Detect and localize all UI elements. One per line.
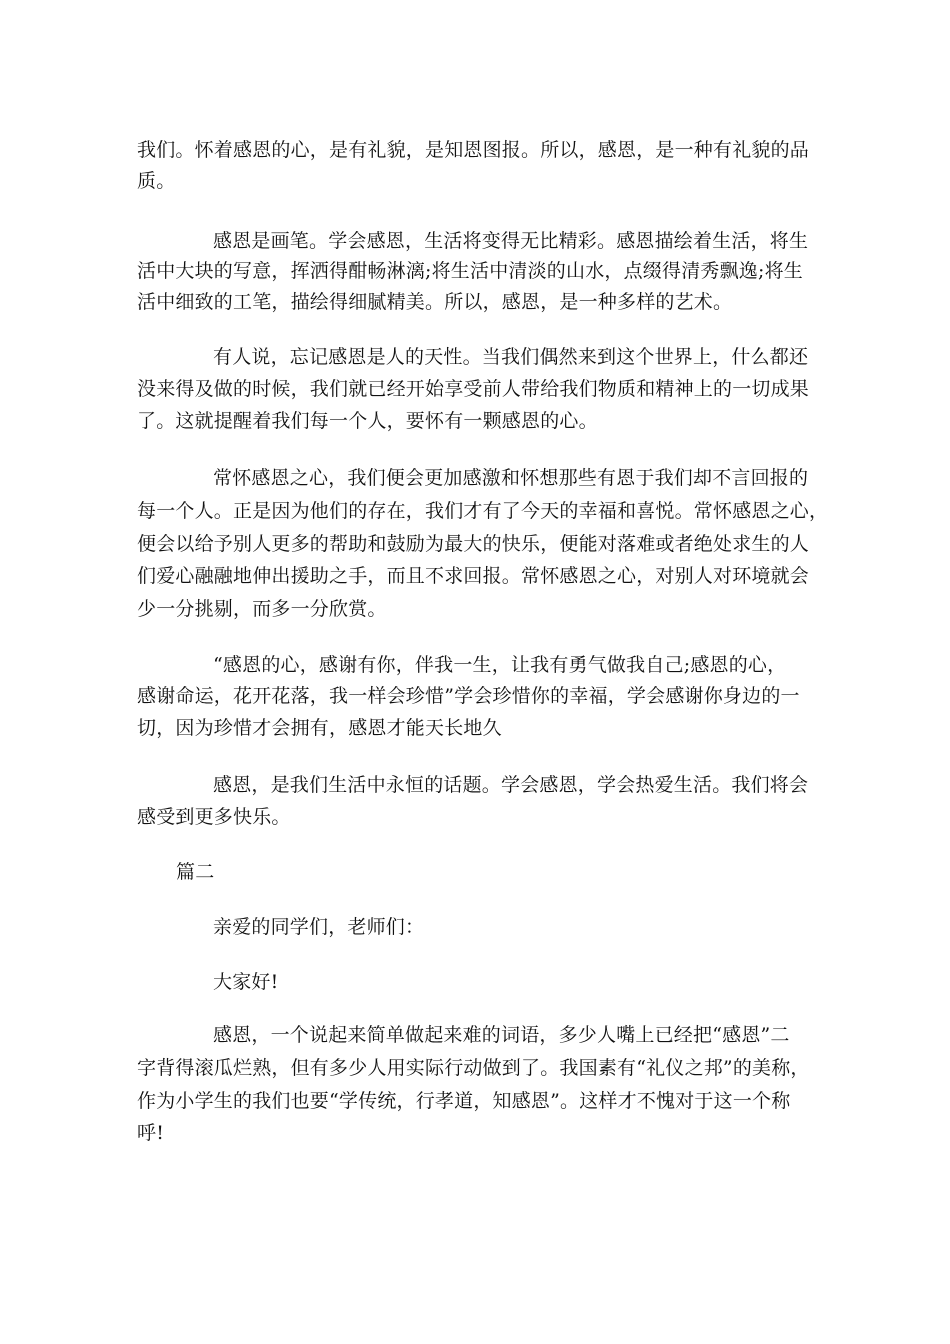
paragraph-line: 感恩是画笔。学会感恩，生活将变得无比精彩。感恩描绘着生活，将生 xyxy=(213,230,809,252)
paragraph-line: 感受到更多快乐。 xyxy=(137,806,291,828)
paragraph-line: 便会以给予别人更多的帮助和鼓励为最大的快乐，便能对落难或者绝处求生的人 xyxy=(137,533,810,555)
paragraph-line: 我们。怀着感恩的心，是有礼貌，是知恩图报。所以，感恩，是一种有礼貌的品 xyxy=(137,139,810,161)
paragraph-line: 作为小学生的我们也要“学传统，行孝道，知感恩”。这样才不愧对于这一个称 xyxy=(137,1090,791,1112)
paragraph-line: 感恩，是我们生活中永恒的话题。学会感恩，学会热爱生活。我们将会 xyxy=(213,774,809,796)
salutation: 亲爱的同学们，老师们： xyxy=(213,916,425,938)
paragraph-line: 活中大块的写意，挥洒得酣畅淋漓;将生活中清淡的山水，点缀得清秀飘逸;将生 xyxy=(137,260,804,282)
paragraph-line: 没来得及做的时候，我们就已经开始享受前人带给我们物质和精神上的一切成果 xyxy=(137,378,810,400)
paragraph-line: 切，因为珍惜才会拥有，感恩才能天长地久 xyxy=(137,717,502,739)
paragraph-line: 了。这就提醒着我们每一个人，要怀有一颗感恩的心。 xyxy=(137,410,598,432)
paragraph-line: “感恩的心，感谢有你，伴我一生，让我有勇气做我自己;感恩的心， xyxy=(213,654,787,676)
paragraph-line: 感恩，一个说起来简单做起来难的词语，多少人嘴上已经把“感恩”二 xyxy=(213,1024,790,1046)
greeting: 大家好! xyxy=(213,971,279,993)
paragraph-line: 活中细致的工笔，描绘得细腻精美。所以，感恩，是一种多样的艺术。 xyxy=(137,291,733,313)
paragraph-line: 常怀感恩之心，我们便会更加感激和怀想那些有恩于我们却不言回报的 xyxy=(213,467,809,489)
paragraph-line: 每一个人。正是因为他们的存在，我们才有了今天的幸福和喜悦。常怀感恩之心， xyxy=(137,500,829,522)
section-heading: 篇二 xyxy=(176,861,215,883)
paragraph-line: 少一分挑剔，而多一分欣赏。 xyxy=(137,598,387,620)
paragraph-line: 们爱心融融地伸出援助之手，而且不求回报。常怀感恩之心，对别人对环境就会 xyxy=(137,565,810,587)
paragraph-line: 呼! xyxy=(137,1122,165,1144)
paragraph-line: 质。 xyxy=(137,170,176,192)
paragraph-line: 有人说，忘记感恩是人的天性。当我们偶然来到这个世界上，什么都还 xyxy=(213,346,809,368)
paragraph-line: 感谢命运，花开花落，我一样会珍惜”学会珍惜你的幸福，学会感谢你身边的一 xyxy=(137,685,800,707)
paragraph-line: 字背得滚瓜烂熟，但有多少人用实际行动做到了。我国素有“礼仪之邦”的美称， xyxy=(137,1057,810,1079)
